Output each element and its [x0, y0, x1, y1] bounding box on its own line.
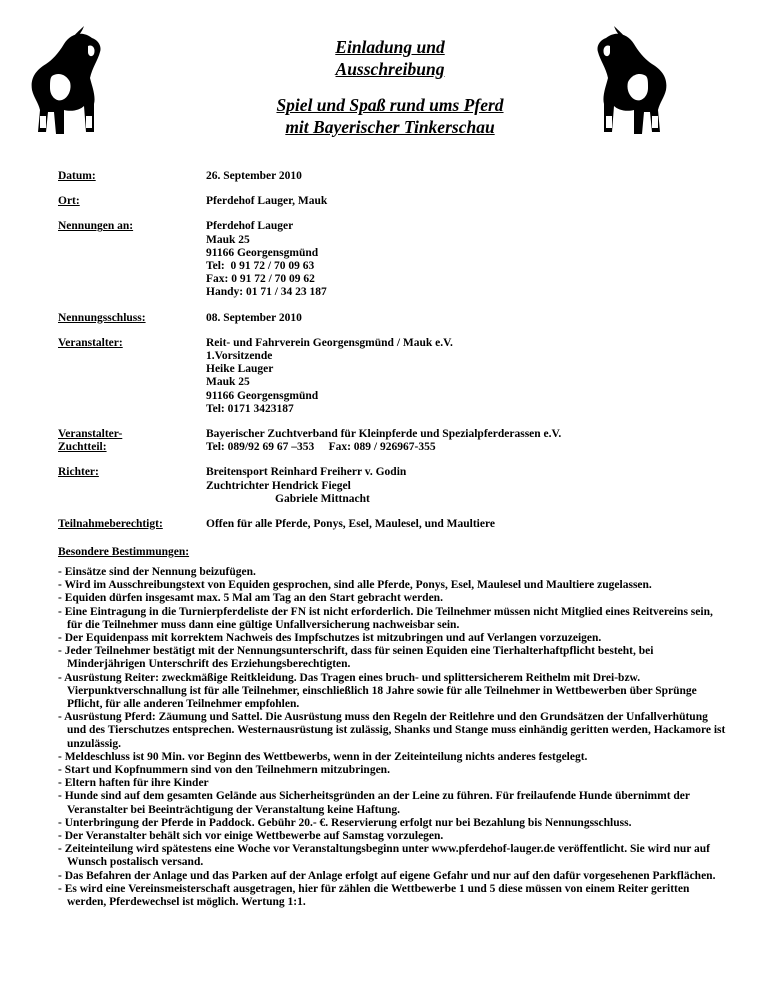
detail-value-line: Mauk 25 — [206, 376, 250, 389]
detail-label: Veranstalter: — [58, 336, 123, 349]
detail-value — [206, 195, 738, 208]
event-details — [58, 170, 738, 543]
bestimmung-item: - Jeder Teilnehmer bestätigt mit der Nennungsunterschrift, dass für seinen Equiden eine Tierhalterhaftpflicht besteht, bei Minderjährigen Unterschrift des Erziehungsberechtigten. — [58, 645, 654, 671]
bestimmung-item: - Eltern haften für ihre Kinder — [58, 777, 209, 790]
bestimmung-item: - Unterbringung der Pferde in Paddock. Gebühr 20.- €. Reservierung erfolgt nur bei Bezahlung bis Nennungsschluss. — [58, 816, 632, 829]
event-title — [150, 94, 630, 138]
detail-label: Nennungen an: — [58, 220, 134, 233]
detail-row — [58, 518, 738, 531]
detail-value-line: Tel: 0171 3423187 — [206, 402, 294, 415]
bestimmung-item: - Wird im Ausschreibungstext von Equiden gesprochen, sind alle Pferde, Ponys, Esel, Maulesel und Maultiere zugelassen. — [58, 579, 652, 592]
bestimmung-item: - Zeiteinteilung wird spätestens eine Woche vor Veranstaltungsbeginn unter www.pferdehof-lauger.de veröffentlicht. Sie wird nur auf Wunsch postalisch versand. — [58, 843, 710, 869]
detail-value-line: Tel: 0 91 72 / 70 09 63 — [206, 260, 315, 273]
title-line: Ausschreibung — [335, 59, 445, 79]
invitation-title — [150, 36, 630, 80]
detail-value-line: 91166 Georgensgmünd — [206, 246, 319, 259]
detail-value-line: Heike Lauger — [206, 363, 274, 376]
bestimmung-item: - Eine Eintragung in die Turnierpferdeliste der FN ist nicht erforderlich. Die Teilnehmer müssen nicht Mitglied eines Reitvereins sein, für die Teilnehmer muss dann eine gültige Unfallversicherung nachweisbar sein. — [58, 605, 713, 631]
detail-value-line: 08. September 2010 — [206, 311, 302, 324]
detail-value-line: Pferdehof Lauger, Mauk — [206, 195, 328, 208]
detail-label: Ort: — [58, 195, 80, 208]
bestimmung-item: - Meldeschluss ist 90 Min. vor Beginn des Wettbewerbs, wenn in der Zeiteinteilung nichts anderes festgelegt. — [58, 750, 588, 763]
detail-row — [58, 195, 738, 208]
detail-value — [206, 466, 738, 506]
bestimmung-item: - Start und Kopfnummern sind von den Teilnehmern mitzubringen. — [58, 764, 390, 777]
bestimmung-item: - Es wird eine Vereinsmeisterschaft ausgetragen, hier für zählen die Wettbewerbe 1 und 5 diese müssen von einem Reiter geritten werden, Pferdewechsel ist möglich. Wertung 1:1. — [58, 882, 690, 909]
detail-value — [206, 170, 738, 183]
detail-row — [58, 337, 738, 416]
detail-value-line: Pferdehof Lauger — [206, 220, 294, 233]
detail-value-line: Bayerischer Zuchtverband für Kleinpferde und Spezialpferderassen e.V. — [206, 428, 562, 441]
title-line: Spiel und Spaß rund ums Pferd — [276, 95, 504, 115]
detail-label: Veranstalter- Zuchtteil: — [58, 428, 123, 454]
detail-value — [206, 518, 738, 531]
title-line: Einladung und — [335, 37, 445, 57]
detail-value-line: 1.Vorsitzende — [206, 350, 273, 363]
detail-value-line: Breitensport Reinhard Freiherr v. Godin — [206, 466, 407, 479]
detail-value-line: Fax: 0 91 72 / 70 09 62 — [206, 273, 315, 286]
bestimmung-item: - Ausrüstung Pferd: Zäumung und Sattel. Die Ausrüstung muss den Regeln der Reitlehre und den Grundsätzen der Unfallverhütung und des Tierschutzes entsprechen. Westernausrüstung ist zulässig, Shanks und Stange muss einhändig geritten werden, Hackamore ist unzulässig. — [58, 711, 726, 750]
bestimmung-item: - Der Veranstalter behält sich vor einige Wettbewerbe auf Samstag vorzulegen. — [58, 830, 444, 843]
detail-label: Richter: — [58, 466, 99, 479]
detail-label: Teilnahmeberechtigt: — [58, 518, 163, 531]
detail-value — [206, 220, 738, 299]
detail-value-line: Reit- und Fahrverein Georgensgmünd / Mauk e.V. — [206, 336, 453, 349]
detail-value-line: 26. September 2010 — [206, 170, 302, 182]
detail-row — [58, 428, 738, 454]
detail-row — [58, 170, 738, 183]
detail-row — [58, 220, 738, 299]
detail-value-line: Offen für alle Pferde, Ponys, Esel, Maulesel, und Maultiere — [206, 518, 495, 531]
bestimmung-item: - Ausrüstung Reiter: zweckmäßige Reitkleidung. Das Tragen eines bruch- und splittersicherem Reithelm mit Drei-bzw. Vierpunktverschnallung ist für alle Teilnehmer, einschließlich 18 Jahre sowie für alle Teilnehmer in Wettbewerben über Sprünge Pflicht, für alle anderen Teilnehmer empfohlen. — [58, 671, 697, 711]
bestimmung-item: - Das Befahren der Anlage und das Parken auf der Anlage erfolgt auf eigene Gefahr und nur auf den dafür vorgesehenen Parkflächen. — [58, 869, 716, 882]
bestimmung-item: - Hunde sind auf dem gesamten Gelände aus Sicherheitsgründen an der Leine zu führen. Für freilaufende Hunde übernimmt der Veranstalter bei Beeinträchtigung der Veranstaltung keine Haftung. — [58, 790, 690, 816]
horse-illustration-left — [22, 20, 112, 140]
detail-value — [206, 312, 738, 325]
detail-label: Datum: — [58, 170, 96, 182]
detail-label: Nennungsschluss: — [58, 311, 146, 324]
detail-value-line: 91166 Georgensgmünd — [206, 389, 319, 402]
detail-value-line: Zuchtrichter Hendrick Fiegel — [206, 479, 351, 492]
detail-value-line: Gabriele Mittnacht — [206, 492, 370, 505]
besondere-heading: Besondere Bestimmungen: — [58, 546, 190, 558]
detail-value-line: Tel: 089/92 69 67 –353 Fax: 089 / 926967-355 — [206, 441, 436, 454]
detail-value-line: Handy: 01 71 / 34 23 187 — [206, 286, 327, 299]
bestimmung-item: - Der Equidenpass mit korrektem Nachweis des Impfschutzes ist mitzubringen und auf Verlangen vorzuzeigen. — [58, 632, 602, 645]
detail-row — [58, 312, 738, 325]
detail-value — [206, 337, 738, 416]
detail-row — [58, 466, 738, 506]
bestimmung-item: - Einsätze sind der Nennung beizufügen. — [58, 566, 256, 578]
detail-value-line: Mauk 25 — [206, 233, 250, 246]
bestimmungen-list — [58, 566, 728, 909]
title-line: mit Bayerischer Tinkerschau — [285, 117, 495, 137]
bestimmung-item: - Equiden dürfen insgesamt max. 5 Mal am Tag an den Start gebracht werden. — [58, 592, 443, 605]
detail-value — [206, 428, 738, 454]
